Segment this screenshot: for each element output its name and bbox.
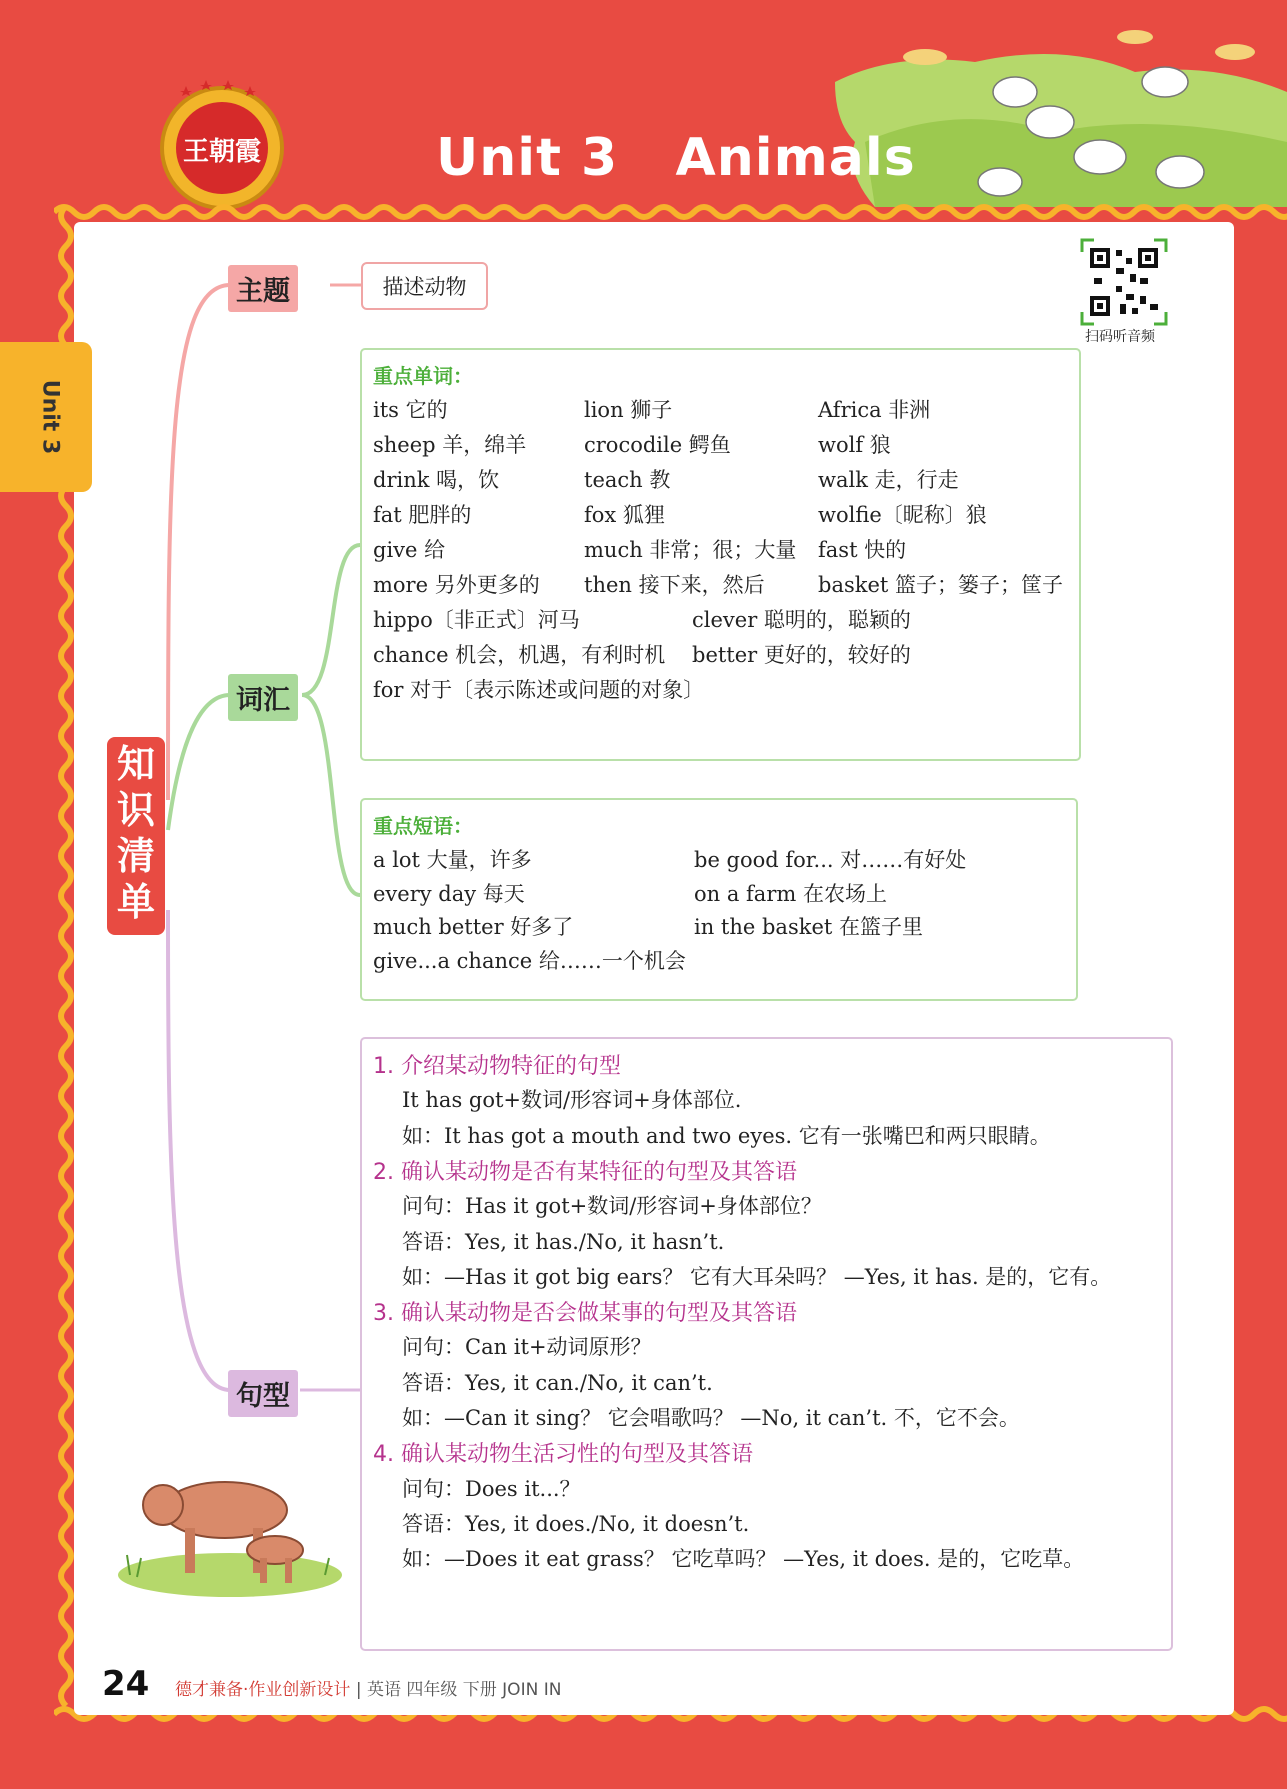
mind-map-root: 知识清单: [107, 737, 165, 935]
wavy-border-top: [54, 200, 1287, 224]
key-words-title: 重点单词：: [373, 364, 473, 388]
sentence-pattern-line: 如：It has got a mouth and two eyes. 它有一张嘴巴和两只眼睛。: [402, 1123, 1051, 1148]
grade: 四年级: [406, 1680, 458, 1700]
sentence-pattern-line: It has got+数词/形容词+身体部位.: [402, 1088, 742, 1113]
series-name: 德才兼备·作业创新设计: [175, 1680, 351, 1700]
mind-map-connectors: [150, 270, 380, 1400]
vocab-word: drink 喝，饮: [373, 468, 500, 492]
unit-title: Unit 3 Animals: [436, 128, 916, 188]
vocab-word: give 给: [373, 538, 446, 562]
branch-sentence-patterns: 句型: [228, 1370, 298, 1417]
vocab-word: much 非常；很；大量: [584, 538, 797, 562]
brand-logo: [156, 78, 288, 210]
cow-and-calf-illustration: [115, 1450, 345, 1600]
subject: 英语: [366, 1680, 401, 1700]
vocab-word: walk 走，行走: [818, 468, 959, 492]
vocab-word: wolf 狼: [818, 433, 891, 457]
vocab-word: fox 狐狸: [584, 503, 665, 527]
qr-code-icon[interactable]: [1080, 238, 1168, 326]
sentence-pattern-line: 答语：Yes, it can./No, it can’t.: [402, 1370, 713, 1395]
svg-text:王朝霞: 王朝霞: [182, 137, 262, 167]
vocab-word: hippo〔非正式〕河马: [373, 608, 580, 632]
vocab-word: fat 肥胖的: [373, 503, 472, 527]
key-words-box: [360, 348, 1081, 761]
vocab-word: sheep 羊，绵羊: [373, 433, 527, 457]
vocab-phrase: a lot 大量，许多: [373, 848, 532, 872]
sentence-pattern-line: 答语：Yes, it does./No, it doesn’t.: [402, 1511, 750, 1536]
vocab-word: then 接下来，然后: [584, 573, 765, 597]
vocab-word: Africa 非洲: [818, 398, 931, 422]
key-phrases-title: 重点短语：: [373, 814, 473, 838]
page-number: 24: [102, 1664, 150, 1704]
vocab-word: basket 篮子；篓子；筐子: [818, 573, 1064, 597]
side-tab-label: Unit 3: [37, 379, 63, 455]
footer-series: 德才兼备·作业创新设计 | 英语 四年级 下册 JOIN IN: [175, 1680, 562, 1700]
vocab-phrase: give...a chance 给……一个机会: [373, 948, 686, 973]
vocab-phrase: on a farm 在农场上: [694, 881, 887, 906]
branch-theme: 主题: [228, 265, 298, 312]
sentence-pattern-heading: 2. 确认某动物是否有某特征的句型及其答语: [373, 1159, 797, 1185]
qr-label: 扫码听音频: [1085, 329, 1155, 345]
key-phrases-box: [360, 798, 1078, 1001]
vocab-word: clever 聪明的，聪颖的: [692, 608, 911, 632]
vocab-word: crocodile 鳄鱼: [584, 433, 731, 457]
sentence-pattern-line: 问句：Does it...？: [402, 1476, 581, 1501]
sentence-pattern-line: 答语：Yes, it has./No, it hasn’t.: [402, 1229, 725, 1254]
vocab-phrase: every day 每天: [373, 881, 525, 906]
vocab-phrase: much better 好多了: [373, 915, 574, 939]
vocab-word: wolfie〔昵称〕狼: [818, 503, 987, 527]
unit-side-tab: [0, 342, 92, 492]
vocab-word: more 另外更多的: [373, 573, 540, 597]
sentence-pattern-line: 问句：Can it+动词原形？: [402, 1335, 652, 1360]
vocab-word: teach 教: [584, 468, 671, 492]
vocab-word: fast 快的: [818, 538, 907, 562]
vocab-word: lion 狮子: [584, 398, 673, 422]
sentence-pattern-line: 如：—Can it sing？ 它会唱歌吗？ —No, it can’t. 不，它不会。: [402, 1406, 1020, 1430]
vocab-word: its 它的: [373, 398, 448, 422]
vocab-phrase: in the basket 在篮子里: [694, 915, 923, 939]
vocab-phrase: be good for... 对……有好处: [694, 848, 967, 872]
sentence-pattern-line: 如：—Has it got big ears？ 它有大耳朵吗？ —Yes, it has. 是的，它有。: [402, 1264, 1112, 1289]
theme-content: 描述动物: [361, 262, 488, 310]
sentence-pattern-line: 问句：Has it got+数词/形容词+身体部位？: [402, 1194, 822, 1219]
branch-vocabulary: 词汇: [228, 674, 298, 721]
term: 下册: [462, 1680, 497, 1700]
edition: JOIN IN: [502, 1680, 562, 1700]
sentence-pattern-heading: 1. 介绍某动物特征的句型: [373, 1054, 621, 1079]
sentence-patterns-box: [360, 1037, 1173, 1651]
sentence-pattern-heading: 3. 确认某动物是否会做某事的句型及其答语: [373, 1301, 797, 1327]
vocab-word: better 更好的，较好的: [692, 643, 911, 667]
sentence-pattern-heading: 4. 确认某动物生活习性的句型及其答语: [373, 1442, 753, 1468]
vocab-word: for 对于〔表示陈述或问题的对象〕: [373, 678, 705, 702]
vocab-word: chance 机会，机遇，有利时机: [373, 643, 666, 667]
sentence-pattern-line: 如：—Does it eat grass？ 它吃草吗？ —Yes, it does. 是的，它吃草。: [402, 1547, 1085, 1572]
